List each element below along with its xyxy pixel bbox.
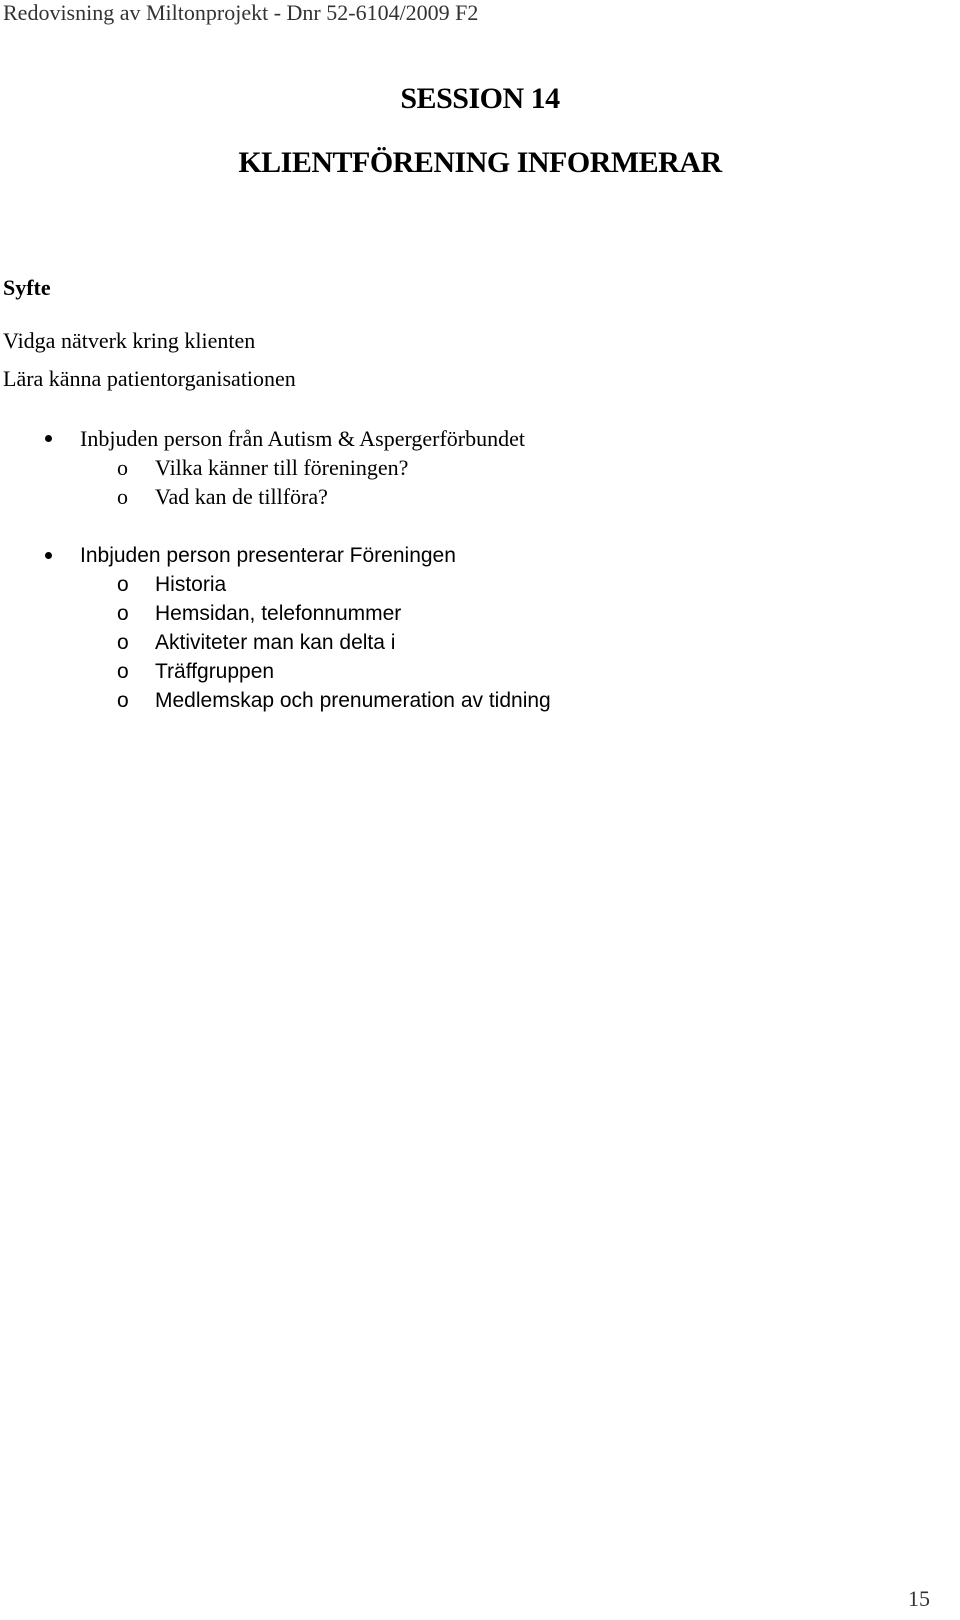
circle-bullet-icon: o xyxy=(117,455,128,480)
circle-bullet-icon: o xyxy=(117,689,129,712)
document-title: SESSION 14 xyxy=(400,82,560,115)
paragraph: Vidga nätverk kring klienten xyxy=(3,328,256,353)
circle-bullet-icon: o xyxy=(117,602,129,625)
circle-bullet-icon: o xyxy=(117,484,128,509)
sub-list-item-text: Träffgruppen xyxy=(155,660,275,683)
list-item-text: Inbjuden person från Autism & Aspergerförbundet xyxy=(80,426,526,451)
circle-bullet-icon: o xyxy=(117,660,129,683)
paragraph: Lära känna patientorganisationen xyxy=(3,366,296,391)
bullet-dot-icon xyxy=(45,552,52,559)
sub-list-item-text: Aktiviteter man kan delta i xyxy=(155,631,396,654)
sub-list-item-text: Historia xyxy=(155,573,227,596)
document-subtitle: KLIENTFÖRENING INFORMERAR xyxy=(238,146,722,179)
sub-list-item-text: Medlemskap och prenumeration av tidning xyxy=(155,689,551,712)
list-item-text: Inbjuden person presenterar Föreningen xyxy=(80,544,456,567)
sub-list-item-text: Hemsidan, telefonnummer xyxy=(155,602,402,625)
page-number: 15 xyxy=(908,1586,930,1611)
circle-bullet-icon: o xyxy=(117,631,129,654)
sub-list-item-text: Vilka känner till föreningen? xyxy=(155,455,409,480)
section-heading: Syfte xyxy=(3,275,51,300)
sub-list-item-text: Vad kan de tillföra? xyxy=(155,484,328,509)
circle-bullet-icon: o xyxy=(117,573,129,596)
page-header: Redovisning av Miltonprojekt - Dnr 52-6104/2009 F2 xyxy=(3,0,479,25)
bullet-dot-icon xyxy=(45,435,52,442)
